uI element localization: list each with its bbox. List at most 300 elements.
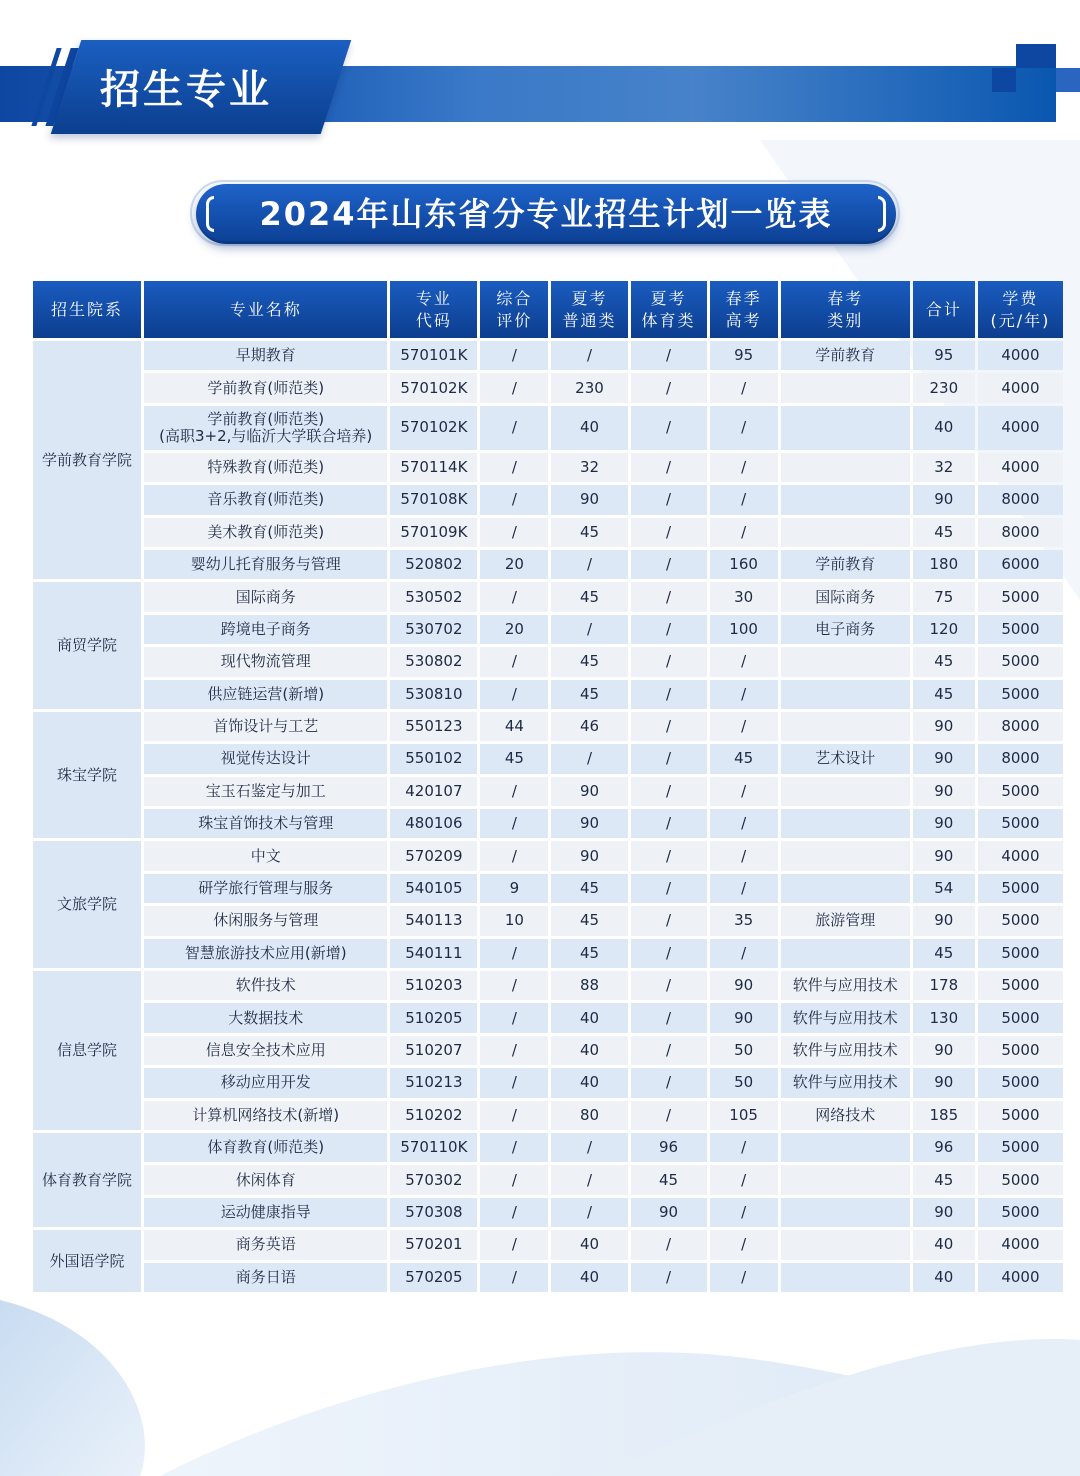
summer-sports-cell: / [631,518,707,547]
spring-category-cell: 电子商务 [781,615,910,644]
major-name-cell [144,406,387,450]
tuition-cell: 5000 [978,1036,1063,1065]
decor-square [1016,44,1056,68]
major-code-cell: 570102K [390,406,477,450]
major-code-cell: 420107 [390,777,477,806]
tuition-cell: 5000 [978,1165,1063,1194]
comprehensive-eval-cell: / [480,777,548,806]
comprehensive-eval-cell: / [480,1003,548,1032]
major-name-line1: 学前教育(师范类) [207,409,325,428]
summer-sports-cell: 90 [631,1198,707,1227]
major-name-cell: 宝玉石鉴定与加工 [144,777,387,806]
column-header-line1: 综合 [496,288,533,308]
summer-sports-cell: / [631,453,707,482]
comprehensive-eval-cell: / [480,1101,548,1130]
spring-exam-cell: 35 [710,906,778,935]
comprehensive-eval-cell: 44 [480,712,548,741]
column-header [551,281,627,338]
summer-sports-cell: / [631,777,707,806]
major-code-cell: 570108K [390,485,477,514]
total-cell: 120 [913,615,975,644]
comprehensive-eval-cell: / [480,1263,548,1292]
column-header [390,281,477,338]
tuition-cell: 5000 [978,1133,1063,1162]
summer-sports-cell: / [631,712,707,741]
comprehensive-eval-cell: / [480,841,548,870]
spring-category-cell: 软件与应用技术 [781,1003,910,1032]
total-cell: 180 [913,550,975,579]
summer-general-cell: / [551,341,627,370]
tuition-cell: 8000 [978,744,1063,773]
summer-general-cell: / [551,1165,627,1194]
column-header [144,281,387,338]
summer-sports-cell: / [631,841,707,870]
comprehensive-eval-cell: / [480,453,548,482]
major-name-cell: 软件技术 [144,971,387,1000]
column-header-line2: 高考 [725,310,762,330]
table-row [33,582,1063,611]
major-code-cell: 530502 [390,582,477,611]
tuition-cell: 5000 [978,939,1063,968]
table-row [33,373,1063,402]
column-header-line1: 春季 [725,288,762,308]
spring-category-cell [781,712,910,741]
table-row [33,971,1063,1000]
summer-general-cell: / [551,550,627,579]
summer-sports-cell: / [631,906,707,935]
column-header-line2: 评价 [496,310,533,330]
comprehensive-eval-cell: / [480,1165,548,1194]
tuition-cell: 6000 [978,550,1063,579]
summer-general-cell: 40 [551,1003,627,1032]
spring-category-cell [781,939,910,968]
major-code-cell: 550102 [390,744,477,773]
spring-category-cell [781,777,910,806]
spring-category-cell: 国际商务 [781,582,910,611]
summer-general-cell: 88 [551,971,627,1000]
tuition-cell: 4000 [978,841,1063,870]
major-name-cell: 现代物流管理 [144,647,387,676]
column-header-line2: 体育类 [641,310,696,330]
column-header [480,281,548,338]
spring-category-cell: 软件与应用技术 [781,971,910,1000]
tuition-cell: 4000 [978,1263,1063,1292]
major-code-cell: 530810 [390,680,477,709]
spring-category-cell [781,874,910,903]
tuition-cell: 5000 [978,906,1063,935]
summer-general-cell: 90 [551,841,627,870]
spring-exam-cell: / [710,712,778,741]
tuition-cell: 4000 [978,406,1063,450]
spring-category-cell [781,680,910,709]
major-code-cell: 510205 [390,1003,477,1032]
spring-exam-cell: / [710,939,778,968]
major-name-cell: 商务英语 [144,1230,387,1259]
major-name-cell: 信息安全技术应用 [144,1036,387,1065]
major-name-cell: 移动应用开发 [144,1068,387,1097]
summer-sports-cell: / [631,1230,707,1259]
major-code-cell: 570101K [390,341,477,370]
comprehensive-eval-cell: / [480,341,548,370]
total-cell: 45 [913,647,975,676]
table-row [33,1101,1063,1130]
major-code-cell: 540105 [390,874,477,903]
spring-exam-cell: / [710,874,778,903]
table-row [33,906,1063,935]
table-row [33,680,1063,709]
table-row [33,615,1063,644]
summer-general-cell: 46 [551,712,627,741]
table-row [33,939,1063,968]
summer-sports-cell: / [631,680,707,709]
total-cell: 40 [913,406,975,450]
total-cell: 54 [913,874,975,903]
major-name-cell: 视觉传达设计 [144,744,387,773]
major-code-cell: 570114K [390,453,477,482]
spring-category-cell [781,1230,910,1259]
summer-sports-cell: / [631,615,707,644]
total-cell: 90 [913,809,975,838]
table-row [33,1133,1063,1162]
table-body [33,341,1063,1292]
spring-exam-cell: / [710,373,778,402]
summer-general-cell: 90 [551,809,627,838]
table-row [33,712,1063,741]
spring-exam-cell: / [710,1165,778,1194]
major-code-cell: 570302 [390,1165,477,1194]
spring-category-cell [781,373,910,402]
major-name-cell: 智慧旅游技术应用(新增) [144,939,387,968]
summer-general-cell: 90 [551,485,627,514]
spring-category-cell: 学前教育 [781,341,910,370]
total-cell: 230 [913,373,975,402]
column-header-line1: 夏考 [571,288,608,308]
major-code-cell: 570308 [390,1198,477,1227]
column-header [710,281,778,338]
tuition-cell: 5000 [978,647,1063,676]
total-cell: 45 [913,939,975,968]
decor-square [992,68,1016,92]
spring-category-cell: 学前教育 [781,550,910,579]
summer-sports-cell: / [631,874,707,903]
major-code-cell: 570110K [390,1133,477,1162]
spring-exam-cell: / [710,809,778,838]
summer-general-cell: / [551,615,627,644]
tuition-cell: 4000 [978,1230,1063,1259]
tuition-cell: 5000 [978,874,1063,903]
major-name-cell: 商务日语 [144,1263,387,1292]
table-row [33,1003,1063,1032]
summer-general-cell: 40 [551,406,627,450]
table-row [33,841,1063,870]
column-header-line1: 专业 [415,288,452,308]
table-row [33,1165,1063,1194]
summer-sports-cell: / [631,1036,707,1065]
total-cell: 130 [913,1003,975,1032]
spring-category-cell [781,647,910,676]
spring-category-cell: 旅游管理 [781,906,910,935]
major-name-cell: 大数据技术 [144,1003,387,1032]
total-cell: 90 [913,485,975,514]
major-name-cell: 中文 [144,841,387,870]
comprehensive-eval-cell: 20 [480,615,548,644]
column-header-line1: 夏考 [650,288,687,308]
total-cell: 90 [913,712,975,741]
major-code-cell: 520802 [390,550,477,579]
major-name-cell: 特殊教育(师范类) [144,453,387,482]
table-row [33,550,1063,579]
tuition-cell: 4000 [978,373,1063,402]
spring-category-cell [781,453,910,482]
table-row [33,809,1063,838]
tuition-cell: 5000 [978,1068,1063,1097]
summer-sports-cell: / [631,971,707,1000]
major-code-cell: 570201 [390,1230,477,1259]
comprehensive-eval-cell: / [480,373,548,402]
table-row [33,1230,1063,1259]
table-header-row [33,281,1063,338]
comprehensive-eval-cell: / [480,1230,548,1259]
department-cell: 珠宝学院 [33,712,141,839]
decor-square [1056,68,1080,92]
spring-exam-cell: / [710,777,778,806]
summer-sports-cell: / [631,373,707,402]
column-header-line1: 招生院系 [51,299,124,319]
comprehensive-eval-cell: / [480,582,548,611]
comprehensive-eval-cell: / [480,406,548,450]
summer-sports-cell: / [631,1068,707,1097]
column-header-line2: 普通类 [562,310,617,330]
tuition-cell: 4000 [978,341,1063,370]
summer-sports-cell: / [631,406,707,450]
tuition-cell: 5000 [978,582,1063,611]
summer-sports-cell: / [631,744,707,773]
column-header [33,281,141,338]
tuition-cell: 5000 [978,1101,1063,1130]
summer-general-cell: 40 [551,1263,627,1292]
total-cell: 45 [913,518,975,547]
column-header-line2: (元/年) [990,310,1051,330]
tuition-cell: 4000 [978,453,1063,482]
summer-general-cell: 45 [551,906,627,935]
table-row [33,777,1063,806]
total-cell: 32 [913,453,975,482]
tuition-cell: 5000 [978,1198,1063,1227]
total-cell: 45 [913,1165,975,1194]
summer-sports-cell: / [631,485,707,514]
major-code-cell: 570102K [390,373,477,402]
major-name-cell: 美术教育(师范类) [144,518,387,547]
column-header-line2: 代码 [415,310,452,330]
column-header [978,281,1063,338]
spring-category-cell [781,1165,910,1194]
table-row [33,485,1063,514]
major-name-cell: 婴幼儿托育服务与管理 [144,550,387,579]
table-row [33,341,1063,370]
major-name-line2: (高职3+2,与临沂大学联合培养) [159,426,373,445]
comprehensive-eval-cell: / [480,1133,548,1162]
comprehensive-eval-cell: 20 [480,550,548,579]
spring-exam-cell: / [710,841,778,870]
summer-general-cell: / [551,744,627,773]
column-header-line1: 合计 [925,299,962,319]
major-name-cell: 体育教育(师范类) [144,1133,387,1162]
column-header-line1: 学费 [1002,288,1039,308]
major-name-cell: 休闲体育 [144,1165,387,1194]
tuition-cell: 5000 [978,777,1063,806]
tuition-cell: 5000 [978,680,1063,709]
summer-general-cell: 80 [551,1101,627,1130]
spring-category-cell [781,485,910,514]
spring-category-cell: 网络技术 [781,1101,910,1130]
summer-general-cell: 40 [551,1230,627,1259]
comprehensive-eval-cell: 9 [480,874,548,903]
spring-exam-cell: / [710,485,778,514]
spring-exam-cell: 100 [710,615,778,644]
spring-exam-cell: / [710,1198,778,1227]
summer-sports-cell: / [631,550,707,579]
major-code-cell: 530802 [390,647,477,676]
spring-category-cell [781,1198,910,1227]
major-name-cell: 跨境电子商务 [144,615,387,644]
total-cell: 90 [913,1036,975,1065]
spring-exam-cell: / [710,1133,778,1162]
summer-general-cell: 40 [551,1068,627,1097]
department-cell: 商贸学院 [33,582,141,709]
summer-sports-cell: / [631,1101,707,1130]
comprehensive-eval-cell: / [480,809,548,838]
column-header [781,281,910,338]
spring-exam-cell: / [710,680,778,709]
summer-sports-cell: 96 [631,1133,707,1162]
summer-sports-cell: / [631,341,707,370]
total-cell: 178 [913,971,975,1000]
major-code-cell: 540111 [390,939,477,968]
major-code-cell: 510202 [390,1101,477,1130]
spring-exam-cell: 50 [710,1068,778,1097]
table-row [33,453,1063,482]
table-row [33,406,1063,450]
spring-exam-cell: / [710,1230,778,1259]
department-cell: 体育教育学院 [33,1133,141,1227]
total-cell: 90 [913,1198,975,1227]
page-title: 2024年山东省分专业招生计划一览表 [259,195,833,233]
comprehensive-eval-cell: / [480,971,548,1000]
spring-exam-cell: 90 [710,1003,778,1032]
summer-general-cell: 45 [551,874,627,903]
column-header-line2: 类别 [827,310,864,330]
major-name-cell: 国际商务 [144,582,387,611]
summer-general-cell: 32 [551,453,627,482]
summer-sports-cell: / [631,809,707,838]
tuition-cell: 5000 [978,615,1063,644]
tuition-cell: 8000 [978,485,1063,514]
summer-general-cell: 40 [551,1036,627,1065]
department-cell: 学前教育学院 [33,341,141,579]
table-row [33,1068,1063,1097]
total-cell: 75 [913,582,975,611]
header-banner-highlight [330,66,1056,122]
comprehensive-eval-cell: / [480,1198,548,1227]
summer-general-cell: 45 [551,939,627,968]
total-cell: 90 [913,744,975,773]
total-cell: 90 [913,841,975,870]
spring-category-cell [781,809,910,838]
spring-exam-cell: 50 [710,1036,778,1065]
spring-exam-cell: 105 [710,1101,778,1130]
spring-exam-cell: 45 [710,744,778,773]
spring-category-cell [781,1133,910,1162]
spring-exam-cell: / [710,518,778,547]
summer-general-cell: 45 [551,680,627,709]
major-name-cell: 学前教育(师范类) [144,373,387,402]
comprehensive-eval-cell: 10 [480,906,548,935]
spring-exam-cell: 95 [710,341,778,370]
major-code-cell: 570209 [390,841,477,870]
tuition-cell: 5000 [978,971,1063,1000]
summer-general-cell: / [551,1133,627,1162]
table-row [33,647,1063,676]
total-cell: 95 [913,341,975,370]
major-name-cell: 早期教育 [144,341,387,370]
spring-exam-cell: 160 [710,550,778,579]
summer-sports-cell: / [631,939,707,968]
spring-category-cell [781,841,910,870]
spring-category-cell [781,406,910,450]
total-cell: 90 [913,906,975,935]
table-row [33,1263,1063,1292]
major-code-cell: 510213 [390,1068,477,1097]
summer-general-cell: 45 [551,518,627,547]
major-code-cell: 550123 [390,712,477,741]
column-header-line1: 专业名称 [229,299,302,319]
major-name-cell: 研学旅行管理与服务 [144,874,387,903]
summer-general-cell: 230 [551,373,627,402]
major-name-cell: 计算机网络技术(新增) [144,1101,387,1130]
major-name-cell: 运动健康指导 [144,1198,387,1227]
spring-exam-cell: 90 [710,971,778,1000]
comprehensive-eval-cell: / [480,518,548,547]
summer-general-cell: / [551,1198,627,1227]
major-code-cell: 540113 [390,906,477,935]
enrollment-plan-table [30,278,1066,1295]
summer-sports-cell: / [631,1003,707,1032]
tuition-cell: 8000 [978,518,1063,547]
spring-category-cell [781,518,910,547]
spring-exam-cell: / [710,406,778,450]
column-header [913,281,975,338]
department-cell: 外国语学院 [33,1230,141,1292]
spring-category-cell [781,1263,910,1292]
summer-general-cell: 90 [551,777,627,806]
comprehensive-eval-cell: / [480,485,548,514]
spring-exam-cell: / [710,453,778,482]
major-code-cell: 570205 [390,1263,477,1292]
comprehensive-eval-cell: 45 [480,744,548,773]
summer-sports-cell: / [631,582,707,611]
total-cell: 185 [913,1101,975,1130]
total-cell: 40 [913,1263,975,1292]
major-code-cell: 480106 [390,809,477,838]
department-cell: 文旅学院 [33,841,141,968]
comprehensive-eval-cell: / [480,1036,548,1065]
summer-sports-cell: 45 [631,1165,707,1194]
comprehensive-eval-cell: / [480,939,548,968]
major-code-cell: 510207 [390,1036,477,1065]
spring-exam-cell: 30 [710,582,778,611]
tuition-cell: 8000 [978,712,1063,741]
comprehensive-eval-cell: / [480,1068,548,1097]
